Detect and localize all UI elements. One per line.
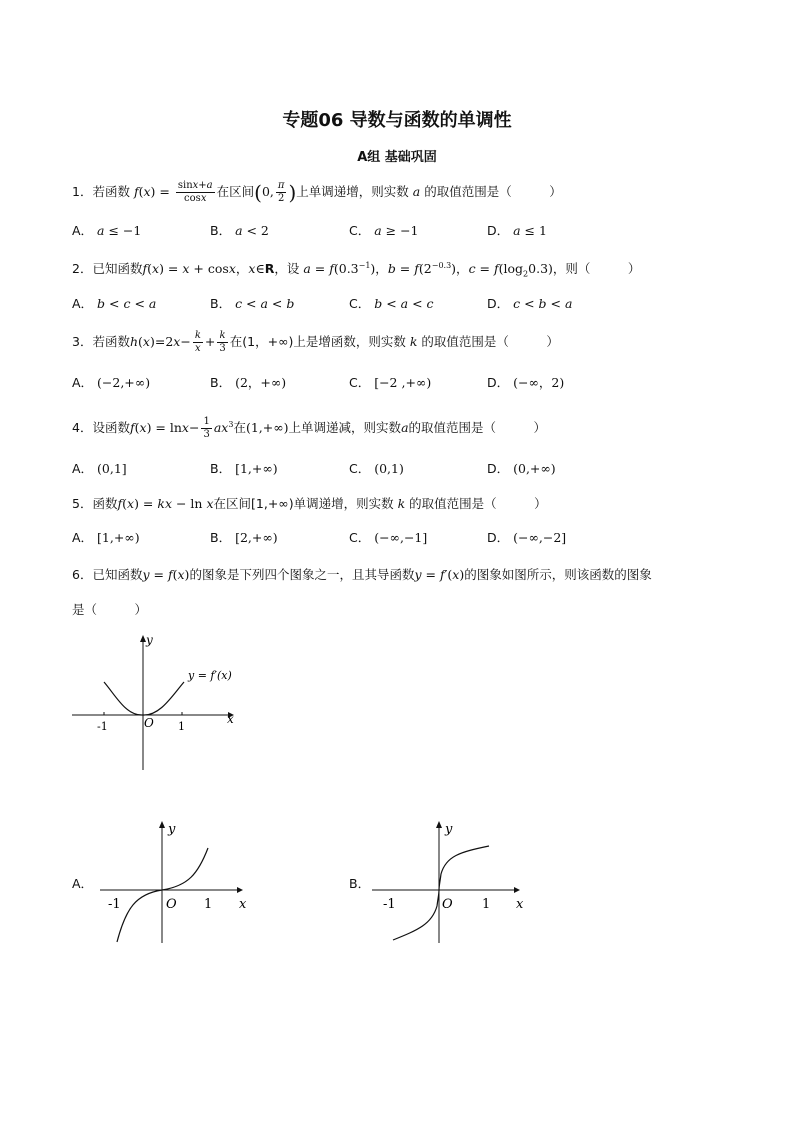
q2-option-a[interactable]: A． b < c < a [72, 296, 157, 311]
y-axis-arrow [159, 821, 165, 828]
y-label: y [168, 822, 176, 837]
question-5: 5．函数f(x) = kx − ln x在区间[1,+∞)单调递增，则实数 k 的取值范围是（ ） [72, 496, 547, 511]
option-b-curve [393, 846, 489, 940]
label-1: 1 [482, 897, 491, 912]
option-b-graph[interactable] [368, 818, 538, 948]
x-label: x [227, 712, 234, 726]
q4-option-c[interactable]: C． (0,1) [349, 461, 404, 476]
question-1: 1．若函数 f(x) = $\frac{\sin x+a}{\cos x}$ 在区间(0, $\frac{\pi}{2}$ )上单调递增，则实数 a 的取值范围是（ ） [72, 180, 562, 205]
q3-option-b[interactable]: B． (2，+∞) [210, 375, 287, 390]
label-origin: O [442, 897, 453, 912]
label-neg1: -1 [97, 720, 108, 733]
label-1: 1 [178, 720, 185, 733]
label-neg1: -1 [383, 897, 396, 912]
q2-option-d[interactable]: D． c < b < a [487, 296, 573, 311]
label-neg1: -1 [108, 897, 121, 912]
question-6: 6．已知函数y = f(x)的图象是下列四个图象之一，且其导函数y = f′(x)的图象如图所示，则该函数的图象 [72, 567, 652, 582]
y-label: y [445, 822, 453, 837]
label-1: 1 [204, 897, 213, 912]
q5-option-a[interactable]: A． [1,+∞) [72, 530, 140, 545]
question-6-line2: 是（ ） [72, 602, 148, 617]
label-origin: O [144, 716, 154, 730]
q3-option-d[interactable]: D． (−∞，2) [487, 375, 565, 390]
q5-option-c[interactable]: C． (−∞,−1] [349, 530, 428, 545]
q5-option-b[interactable]: B． [2,+∞) [210, 530, 278, 545]
q1-option-b[interactable]: B． a < 2 [210, 223, 269, 238]
label-origin: O [166, 897, 177, 912]
q3-option-c[interactable]: C． [−2 ,+∞) [349, 375, 432, 390]
y-axis-arrow [436, 821, 442, 828]
q1-option-c[interactable]: C． a ≥ −1 [349, 223, 419, 238]
q3-option-a[interactable]: A． (−2,+∞) [72, 375, 151, 390]
q4-option-d[interactable]: D． (0,+∞) [487, 461, 556, 476]
q5-option-d[interactable]: D． (−∞,−2] [487, 530, 567, 545]
q4-option-b[interactable]: B． [1,+∞) [210, 461, 278, 476]
q4-option-a[interactable]: A． (0,1] [72, 461, 127, 476]
q6-option-a[interactable]: A． [72, 876, 94, 891]
q6-option-b[interactable]: B． [349, 876, 371, 891]
x-label: x [239, 897, 247, 912]
question-2: 2．已知函数f(x) = x + cosx，x∈R，设 $a = f(0.3^{-1})$，$b = f(2^{-0.3})$，$c = f(\log_20.3)$，则（ ） [72, 261, 641, 279]
q1-option-a[interactable]: A． a ≤ −1 [72, 223, 142, 238]
x-label: x [516, 897, 524, 912]
x-axis-arrow [514, 887, 520, 893]
q1-option-d[interactable]: D． a ≤ 1 [487, 223, 547, 238]
x-axis-arrow [237, 887, 243, 893]
derivative-graph [66, 630, 256, 775]
y-label: y [146, 633, 153, 647]
question-3: 3．若函数h(x)=2x− $\frac{k}{x}$ + $\frac{k}{3}$ 在(1，+∞)上是增函数，则实数 k 的取值范围是（ ） [72, 330, 559, 354]
option-a-graph[interactable] [96, 818, 266, 948]
q2-option-c[interactable]: C． b < a < c [349, 296, 434, 311]
derivative-curve [104, 682, 184, 715]
curve-label: y = f′(x) [188, 669, 232, 682]
section-heading: A组 基础巩固 [357, 150, 437, 165]
question-4: 4．设函数f(x) = lnx− $\frac{1}{3}$ $ax^3$在(1,+∞)上单调递减，则实数a的取值范围是（ ） [72, 416, 547, 441]
page-title: 专题06 导数与函数的单调性 [282, 110, 512, 131]
q2-option-b[interactable]: B． c < a < b [210, 296, 295, 311]
q1-number: 1． [72, 184, 93, 199]
